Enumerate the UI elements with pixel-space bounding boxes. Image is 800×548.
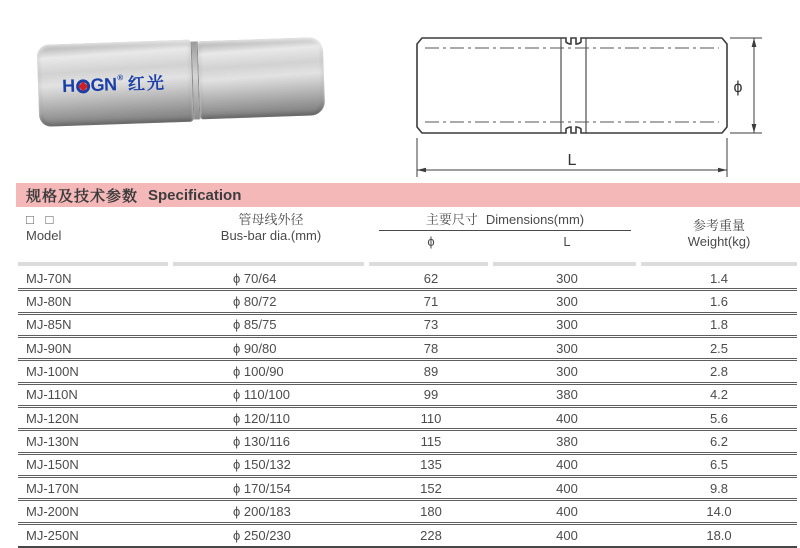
brand-logo-text-right: GN — [90, 74, 117, 96]
spec-banner-title-cn: 规格及技术参数 — [26, 187, 139, 205]
table-row — [18, 478, 797, 501]
length-cell: 300 — [556, 270, 578, 286]
length-cell: 400 — [556, 527, 578, 543]
length-cell: 400 — [556, 503, 578, 519]
weight-cell: 9.8 — [709, 480, 729, 496]
dia-cell: 115 — [420, 433, 442, 449]
spec-table — [18, 212, 797, 548]
brand-logo-text-left: H — [61, 75, 75, 97]
busbar-cell: ϕ 200/183 — [233, 503, 291, 519]
spec-banner — [16, 183, 800, 207]
table-row — [18, 455, 797, 478]
dia-cell: 110 — [420, 410, 442, 426]
busbar-cell: ϕ 170/154 — [233, 480, 291, 496]
product-photo — [30, 18, 330, 143]
weight-cell: 6.5 — [709, 457, 729, 473]
busbar-cell: ϕ 110/100 — [233, 387, 290, 403]
table-row — [18, 268, 797, 291]
length-cell: 400 — [556, 457, 578, 473]
table-row — [18, 338, 797, 361]
model-cell: MJ-85N — [26, 317, 72, 333]
model-cell: MJ-100N — [26, 363, 79, 379]
model-cell: MJ-120N — [26, 410, 79, 426]
model-cell: MJ-130N — [26, 433, 79, 449]
busbar-cell: ϕ 80/72 — [233, 293, 277, 309]
busbar-cell: ϕ 250/230 — [233, 527, 291, 543]
table-row — [18, 431, 797, 454]
header-weight-en: Weight(kg) — [687, 234, 751, 249]
centerlines — [425, 48, 719, 122]
header-dims-cn: 主要尺寸 — [425, 212, 478, 227]
table-row — [18, 361, 797, 384]
weight-cell: 1.8 — [709, 317, 729, 333]
brand-logo-o-diamond-icon — [75, 79, 89, 93]
header-weight-cn: 参考重量 — [692, 218, 745, 233]
length-cell: 300 — [556, 340, 578, 356]
model-cell: MJ-250N — [26, 527, 79, 543]
table-row — [18, 385, 797, 408]
table-row — [18, 525, 797, 548]
header-busbar-cn: 管母线外径 — [238, 212, 304, 227]
length-cell: 400 — [556, 410, 578, 426]
busbar-cell: ϕ 130/116 — [233, 433, 290, 449]
busbar-cell: ϕ 100/90 — [233, 363, 284, 379]
busbar-cell: ϕ 85/75 — [233, 317, 277, 333]
header-dimensions-group — [369, 212, 641, 260]
busbar-cell: ϕ 150/132 — [233, 457, 291, 473]
header-busbar-en: Bus-bar dia.(mm) — [220, 228, 322, 243]
table-row — [18, 315, 797, 338]
dia-cell: 73 — [423, 317, 439, 333]
dia-cell: 152 — [420, 480, 442, 496]
length-cell: 300 — [556, 363, 578, 379]
model-cell: MJ-150N — [26, 457, 79, 473]
dia-cell: 135 — [420, 457, 442, 473]
weight-cell: 18.0 — [706, 527, 732, 543]
weight-cell: 4.2 — [709, 387, 729, 403]
busbar-cell: ϕ 70/64 — [233, 270, 277, 286]
model-cell: MJ-70N — [26, 270, 72, 286]
table-row — [18, 501, 797, 524]
dimension-length-label: L — [567, 152, 577, 169]
header-dia: ϕ — [427, 234, 435, 249]
tech-drawing — [392, 14, 772, 184]
dia-cell: 228 — [420, 527, 442, 543]
weight-cell: 2.8 — [709, 363, 729, 379]
length-cell: 300 — [556, 317, 578, 333]
dia-cell: 89 — [423, 363, 439, 379]
busbar-cell: ϕ 120/110 — [233, 410, 290, 426]
brand-logo — [62, 69, 167, 98]
dimension-dia-label: ϕ — [733, 79, 743, 96]
dia-cell: 99 — [423, 387, 439, 403]
length-cell: 380 — [556, 387, 578, 403]
header-weight — [641, 212, 797, 260]
brand-logo-chinese: 红光 — [127, 73, 167, 94]
weight-cell: 14.0 — [706, 503, 732, 519]
header-model-en: Model — [26, 228, 62, 243]
weight-cell: 6.2 — [709, 433, 729, 449]
weight-cell: 5.6 — [709, 410, 729, 426]
dia-cell: 71 — [423, 293, 439, 309]
tech-drawing-svg — [392, 14, 772, 184]
dia-cell: 180 — [420, 503, 442, 519]
busbar-cell: ϕ 90/80 — [233, 340, 277, 356]
connector-right-segment — [198, 37, 326, 119]
header-model — [18, 212, 173, 260]
model-cell: MJ-80N — [26, 293, 72, 309]
length-cell: 400 — [556, 480, 578, 496]
model-cell: MJ-90N — [26, 340, 72, 356]
header-dims-en: Dimensions(mm) — [485, 212, 585, 227]
model-cell: MJ-200N — [26, 503, 79, 519]
model-cell: MJ-110N — [26, 387, 78, 403]
header-dims-rule — [379, 230, 631, 231]
length-cell: 300 — [556, 293, 578, 309]
busbar-connector-image — [37, 35, 326, 127]
model-cell: MJ-170N — [26, 480, 79, 496]
weight-cell: 1.4 — [709, 270, 729, 286]
spec-table-header — [18, 212, 797, 260]
table-row — [18, 291, 797, 314]
table-row — [18, 408, 797, 431]
dia-cell: 78 — [423, 340, 439, 356]
spec-banner-title-en: Specification — [148, 186, 242, 204]
spec-table-body — [18, 268, 797, 548]
weight-cell: 2.5 — [709, 340, 729, 356]
length-cell: 380 — [556, 433, 578, 449]
registered-mark: ® — [117, 73, 123, 83]
header-busbar — [173, 212, 369, 260]
header-length: L — [563, 234, 571, 249]
header-model-cn: □ □ — [26, 212, 58, 227]
body-outline — [417, 38, 727, 133]
weight-cell: 1.6 — [709, 293, 729, 309]
dia-cell: 62 — [423, 270, 439, 286]
header-underline-bars — [18, 262, 797, 266]
